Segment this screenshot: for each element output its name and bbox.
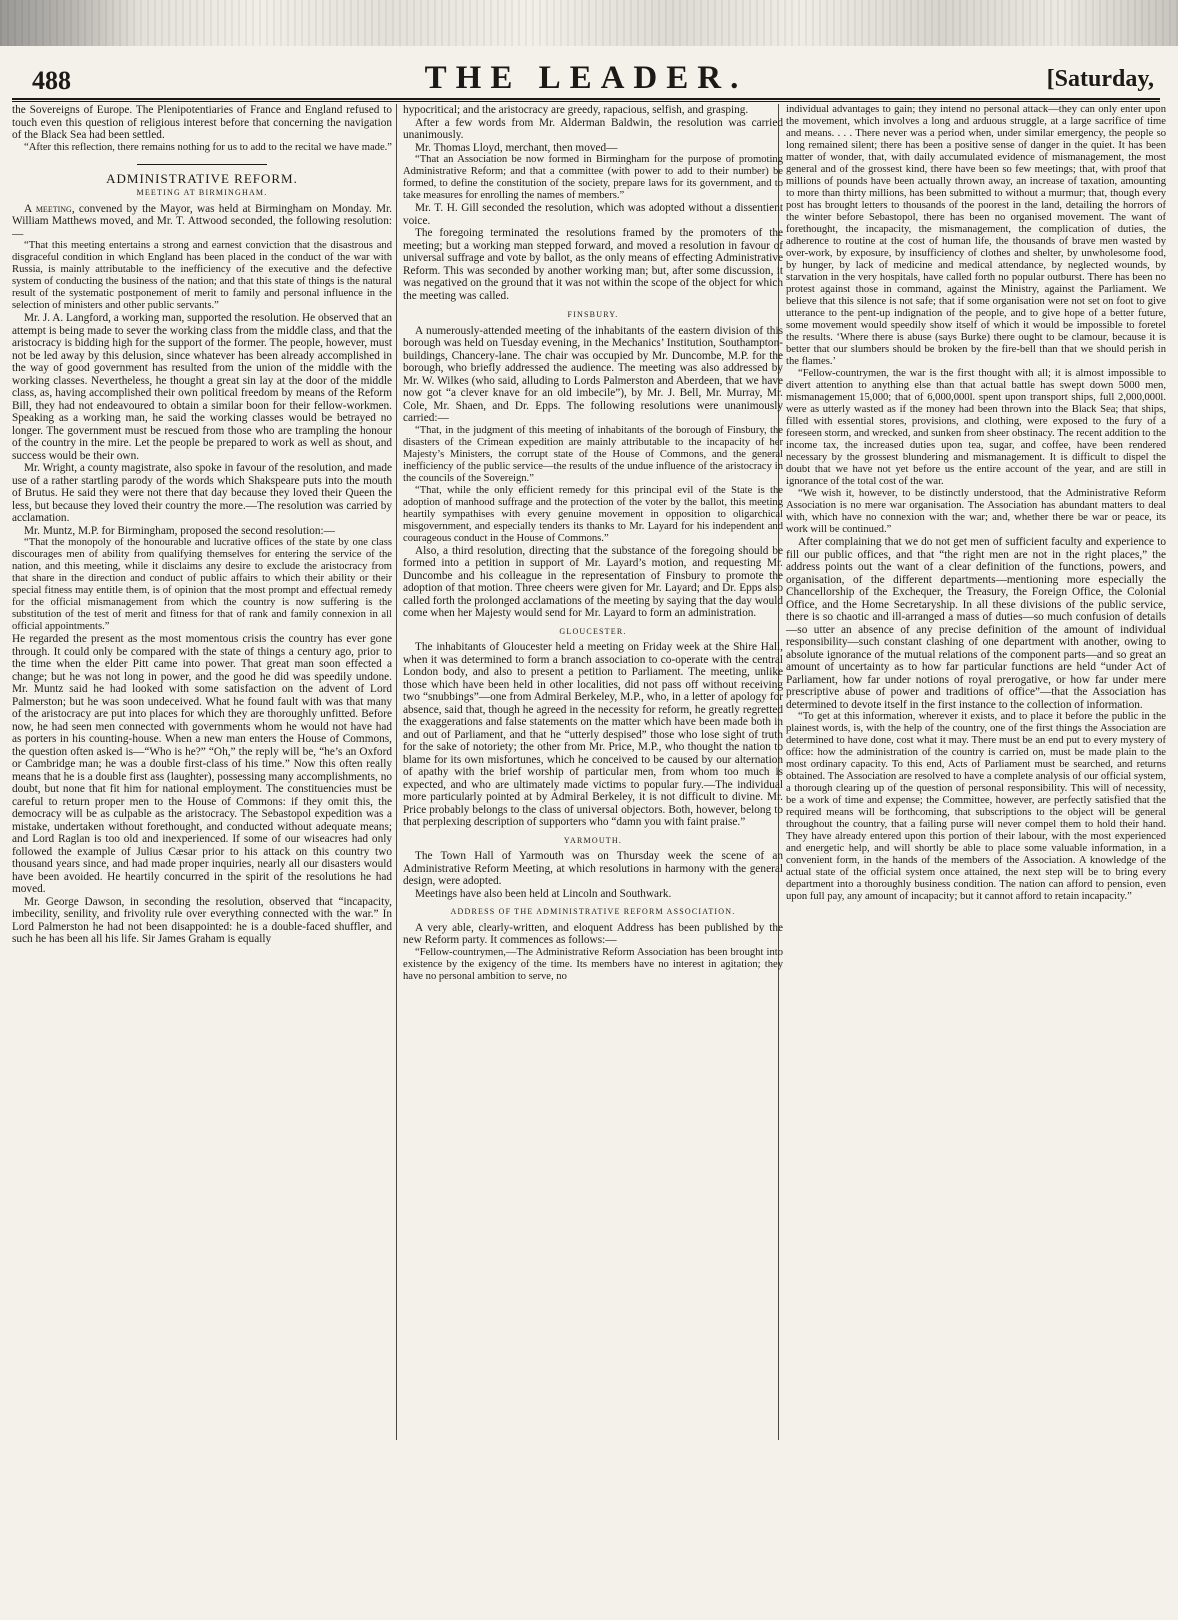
- article-quote: “After this reflection, there remains nothing for us to add to the recital we have made.”: [24, 141, 392, 153]
- address-quote: individual advantages to gain; they intend no personal attack—they can only enter upon the movement, which involves a long and arduous struggle, at a large sacrifice of time and means. . . . There never was a period when, under similar emergency, the people so long remained silent; there has been a positive sense of danger in the quiet. It has been matter of wonder, that, with daily accumulated evidence of mismanagement, the most general and of the grossest kind, there have been so few meetings; that, with proof that millions of pounds have been actually thrown away, an increase of taxation, amounting to more than thirty millions, has been submitted to without a murmur; that, though every post has brought letters to thousands of the poorest in the land, detailing the horrors of the winter before Sebastopol, there has been no organised movement. The want of forethought, the incapacity, the mismanagement, the complication of duties, the adherence to routine at the cost of human life, the thousands of brave men wasted by over-work, by exposure, by insufficiency of clothes and shelter, by unwholesome food, by hunger, by lack of medicine and medical attendance, by neglected wounds, by starvation in the very hospitals, have called forth no popular outburst. There has been no protest against those in command, against the Ministry, against the Parliament. We believe that this silence is not safe; that if some organisation were not set on foot to give utterance to the pent-up indignation of the people, and to give hope of a better future, some movement would speedily show itself of which it would be impossible to foretel the results. ‘Where there is abuse (says Burke) there ought to be clamour, because it is better that our slumbers should be broken by the fire-bell than that we should perish in the flames.’: [786, 104, 1166, 367]
- section-heading-address: ADDRESS OF THE ADMINISTRATIVE REFORM ASSOCIATION.: [450, 907, 736, 916]
- masthead-rule: [12, 98, 1160, 100]
- article-paragraph: The inhabitants of Gloucester held a meeting on Friday week at the Shire Hall, when it was determined to form a branch association to co-operate with the central London body, and also to present a petition to Parliament. The meeting, unlike those which have been held in other localities, did not pass off without receiving two “snubbings”—one from Admiral Berkeley, M.P., who, in a letter of apology for absence, said that, though he agreed in the necessity for reform, he greatly regretted the exaggerations and false statements on the matter which have been made both in and out of Parliament, and that he “utterly despised” those who lose sight of truth for the sake of notoriety; the other from Mr. Price, M.P., who thought the nation to blame for its own misfortunes, which he conceived to be caused by our alternation of apathy with the brief worship of particular men, from whom too much is expected, and who are ultimately made victims to popular fury.—The individual more particularly pointed at by Admiral Berkeley, it is not difficult to divine. Mr. Price probably belongs to the class of universal objectors. Both, however, belong to that perplexing description of supporters who “damn you with faint praise.”: [403, 641, 783, 828]
- column-3: [786, 104, 1166, 1440]
- article-paragraph: Mr. T. H. Gill seconded the resolution, which was adopted without a dissentient voice.: [403, 202, 783, 227]
- article-subhead: MEETING AT BIRMINGHAM.: [136, 188, 268, 197]
- article-paragraph: Mr. Thomas Lloyd, merchant, then moved—: [415, 141, 618, 154]
- article-paragraph: Also, a third resolution, directing that the substance of the foregoing should be formed into a petition in support of Mr. Layard’s motion, and requesting Mr. Duncombe and his colleague in the representation of Finsbury to promote the adoption of that motion. Three cheers were given for Mr. Layard; and Dr. Epps also called forth the prolonged acclamations of the meeting by saying that the day would come when her Majesty would send for Mr. Layard to form an administration.: [403, 544, 783, 619]
- newspaper-title: THE LEADER.: [424, 60, 748, 96]
- article-paragraph: Mr. Muntz, M.P. for Birmingham, proposed the second resolution:—: [24, 524, 335, 537]
- lead-words: A meeting,: [24, 202, 75, 215]
- article-paragraph: After a few words from Mr. Alderman Baldwin, the resolution was carried unanimously.: [403, 116, 783, 141]
- article-paragraph: After complaining that we do not get men of sufficient faculty and experience to fill our public offices, and that “the right men are not in the right places,” the address points out the want of a clear definition of the functions, powers, and organisation, of the different departments—mentioning more especially the Chancellorship of the Exchequer, the Treasury, the Foreign Office, the Colonial Office, and the Home Secretaryship. In all these divisions of the public service, there is so chaotic and ill-arranged a mass of duties—so much confusion of details—so utter an absence of any precise definition of the amount of individual responsibility—such constant clashing of one department with another, owing to absolute ignorance of the mutual relations of the component parts—and so great an amount of uncertainty as to how far particular functions are held “under Act of Parliament, how far under notions of royal prerogative, or how far under mere prescriptive abuse of power and traditions of office”—that the Association has determined to devote itself in the first instance to the collection of information.: [786, 536, 1166, 711]
- section-heading-yarmouth: YARMOUTH.: [563, 835, 623, 845]
- article-paragraph: A very able, clearly-written, and eloquent Address has been published by the new Reform party. It commences as follows:—: [403, 921, 783, 946]
- article-paragraph: the Sovereigns of Europe. The Plenipotentiaries of France and England refused to touch even this question of religious interest before that concerning the navigation of the Black Sea had been settled.: [12, 104, 392, 141]
- address-quote: “We wish it, however, to be distinctly understood, that the Administrative Reform Association is no mere war organisation. The Association has abundant matters to deal with, which have no connexion with the war; and, whether there be war or peace, its work will be continued.”: [786, 488, 1166, 535]
- resolution-quote: “That, in the judgment of this meeting of inhabitants of the borough of Finsbury, the disasters of the Crimean expedition are mainly attributable to the incapacity of her Majesty’s Ministers, the corrupt state of the House of Commons, and the general inefficiency of the public service—the results of the undue influence of the aristocracy in the councils of the Sovereign.”: [403, 424, 783, 484]
- address-quote: “To get at this information, wherever it exists, and to place it before the public in the plainest words, is, with the help of the country, one of the first things the Association are determined to have done, cost what it may. There must be an end put to every mystery of office: how the administration of the country is carried on, must be made plain to the most ordinary capacity. To this end, Acts of Parliament must be searched, and returns obtained. The Association are resolved to have a complete analysis of our official system, a thorough clearing up of the question of personal responsibility. This will of necessity, be a work of time and expense; the Committee, however, are perfectly satisfied that the required means will be forthcoming, that subscriptions to the object will be general throughout the country, that a failing purse will never compel them to hold their hand. They have already entered upon this portion of their labour, with the most experienced and energetic help, and will shortly be able to place some valuable information, in a convenient form, in the hands of the members of the Association. A knowledge of the actual state of the official system once attained, the next step will be to bring every department into a thoroughly business condition. The nation can afford to pension, even upon full pay, any amount of incapacity; but it cannot afford to retain incapacity.”: [786, 711, 1166, 902]
- article-paragraph: Mr. Wright, a county magistrate, also spoke in favour of the resolution, and made use of a rather startling parody of the words which Shakspeare puts into the mouth of Brutus. He said they were not there that day because they loved their Queen the less, but because they loved their country the more.—The resolution was carried by acclamation.: [12, 462, 392, 524]
- masthead: [12, 50, 1160, 100]
- top-edge-texture: [0, 0, 1178, 46]
- article-headline: ADMINISTRATIVE REFORM.: [106, 170, 298, 186]
- resolution-quote: “That the monopoly of the honourable and lucrative offices of the state by one class discourages men of ability from qualifying themselves for entering the service of the nation, and this meeting, while it disclaims any desire to exclude the aristocracy from that share in the direction and conduct of public affairs to which their ability or their special fitness may entitle them, is of opinion that the most prompt and effectual remedy for the official mismanagement from which the country is now suffering is the substitution of the test of merit and fitness for that of rank and family connexion in all official appointments.”: [12, 537, 392, 632]
- article-paragraph: A numerously-attended meeting of the inhabitants of the eastern division of this borough was held on Tuesday evening, in the Mechanics’ Institution, Southampton-buildings, Chancery-lane. The chair was occupied by Mr. Duncombe, M.P. for the borough, who briefly addressed the audience. The meeting was also addressed by Mr. W. Wilkes (who said, alluding to Lords Palmerston and Aberdeen, that we have now got “a clever knave for an old imbecile”), by Mr. J. Bell, Mr. Murray, Mr. Cole, Mr. Shaen, and Dr. Epps. The following resolutions were unanimously carried:—: [403, 324, 783, 424]
- section-heading-finsbury: FINSBURY.: [567, 310, 619, 319]
- lead-paragraph-text: convened by the Mayor, was held at Birmingham on Monday. Mr. William Matthews moved, and Mr. T. Attwood seconded, the following resolution:—: [12, 202, 392, 240]
- article-paragraph: The foregoing terminated the resolutions framed by the promoters of the meeting; but a working man stepped forward, and moved a resolution in favour of universal suffrage and vote by ballot, as the only means of effecting Administrative Reform. This was seconded by another working man; but, after some discussion, it was negatived on the ground that it was not within the scope of the object for which the meeting was called.: [403, 227, 783, 302]
- column-divider-1: [396, 104, 397, 1440]
- section-heading-gloucester: GLOUCESTER.: [559, 626, 627, 636]
- resolution-quote: “That, while the only efficient remedy for this principal evil of the State is the adoption of manhood suffrage and the protection of the voter by the ballot, this meeting heartily sympathises with every genuine movement in opposition to oligarchical misgovernment, and especially tenders its thanks to Mr. Layard for his independent and courageous conduct in the House of Commons.”: [403, 484, 783, 544]
- article-paragraph: [12, 203, 392, 241]
- issue-day: [Saturday,: [1046, 66, 1154, 92]
- column-1: [12, 104, 392, 1440]
- article-paragraph: Mr. J. A. Langford, a working man, supported the resolution. He observed that an attempt is being made to sever the working class from the middle class, and that the aristocracy is bidding high for the support of the former. The people, however, must not be led away by this delusion, since whatever has been already accomplished in the way of good government has resulted from the union of the middle with the working classes. Nevertheless, he thought a great sin lay at the door of the middle class, as, having accomplished their own political freedom by means of the Reform Bill, they had not endeavoured to obtain a similar boon for their fellow-workmen. Speaking as a working man, he said the working classes would be betrayed no longer. The government must be rescued from those who are trampling the honour of the country in the mire. Let the people be prepared to work as well as shout, and success would be their own.: [12, 312, 392, 462]
- article-paragraph: hypocritical; and the aristocracy are greedy, rapacious, selfish, and grasping.: [403, 104, 749, 116]
- article-paragraph: Mr. George Dawson, in seconding the resolution, observed that “incapacity, imbecility, senility, and frivolity rule over everything connected with the war.” In Lord Palmerston he had not been disappointed: he is a double-faced shuffler, and such he has been all his life. Sir James Graham is equally: [12, 895, 392, 945]
- masthead-rule-thin: [12, 101, 1160, 102]
- page-number: 488: [32, 66, 71, 95]
- address-quote: “Fellow-countrymen, the war is the first thought with all; it is almost impossible to divert attention to anything else than that actual battle has swept down 5000 men, mismanagement 15,000; that of 6,000,000l. spent upon transport ships, full 2,000,000l. were as utterly wasted as if the money had been thrown into the Black Sea; that ships, filled with essential stores, provisions, and clothing, were exposed to the fury of a foreseen storm, and wrecked, and sunken from sheer obstinacy. The recent addition to the income tax, the increased duties upon tea, sugar, and coffee, have been rendered necessary by the grossest blundering and mismanagement. It is difficult to dispel the doubt that we have not yet before us the entire account of the year, and are still in ignorance of the total cost of the war.: [786, 368, 1166, 487]
- section-rule: [137, 164, 267, 165]
- article-paragraph: Meetings have also been held at Lincoln and Southwark.: [415, 887, 672, 900]
- address-quote: “Fellow-countrymen,—The Administrative Reform Association has been brought into existence by the exigency of the time. Its members have no interest in agitation; they have no personal ambition to serve, no: [403, 946, 783, 982]
- column-2: [403, 104, 783, 1440]
- resolution-quote: “That this meeting entertains a strong and earnest conviction that the disastrous and disgraceful condition in which England has been placed in the conduct of the war with Russia, is mainly attributable to the inefficiency of the executive and the defective system of conducting the business of the nation; and that this state of things is the natural result of the systematic postponement of merit to family and personal influence in the selection of ministers and other public servants.”: [12, 240, 392, 311]
- article-paragraph: He regarded the present as the most momentous crisis the country has ever gone through. It could only be compared with the state of things a century ago, prior to the time when the elder Pitt came into power. That great man soon effected a change; but he was not long in power, and the good he did was speedily undone. Mr. Muntz said he had looked with some satisfaction on the advent of Lord Palmerston; but he was soon undeceived. What he found fault with was that many of the aristocracy are put into places for which they are thoroughly unfitted. Before now, he had seen men connected with governments whom he would not have had as porters in his counting-house. When a new man enters the House of Commons, the question often asked is—“Who is he?” “Oh,” the reply will be, “he’s an Oxford or Cambridge man; he was a double first-class of his time.” Now this often really means that he is a double first ass (laughter), possessing many accomplishments, no doubt, but none that fit him for national employment. The constituencies must be careful to return proper men to the House of Commons: if they omit this, the democracy will be as culpable as the aristocracy. The Sebastopol expedition was a mistake, undertaken without forethought, and conducted without adequate means; and Lord Raglan is too old and inexperienced. If some of our wiseacres had only followed the example of Julius Cæsar prior to his attack on this country two thousand years since, and had made proper inquiries, nearly all our disasters would have been avoided. He heartily concurred in the spirit of the resolutions he had moved.: [12, 633, 392, 895]
- article-paragraph: The Town Hall of Yarmouth was on Thursday week the scene of an Administrative Reform Meeting, at which resolutions in harmony with the general design, were adopted.: [403, 850, 783, 887]
- resolution-quote: “That an Association be now formed in Birmingham for the purpose of promoting Administrative Reform; and that a committee (with power to add to their number) be formed, to define the constitution of the society, prepare laws for its government, and to take measures for enrolling the names of members.”: [403, 154, 783, 201]
